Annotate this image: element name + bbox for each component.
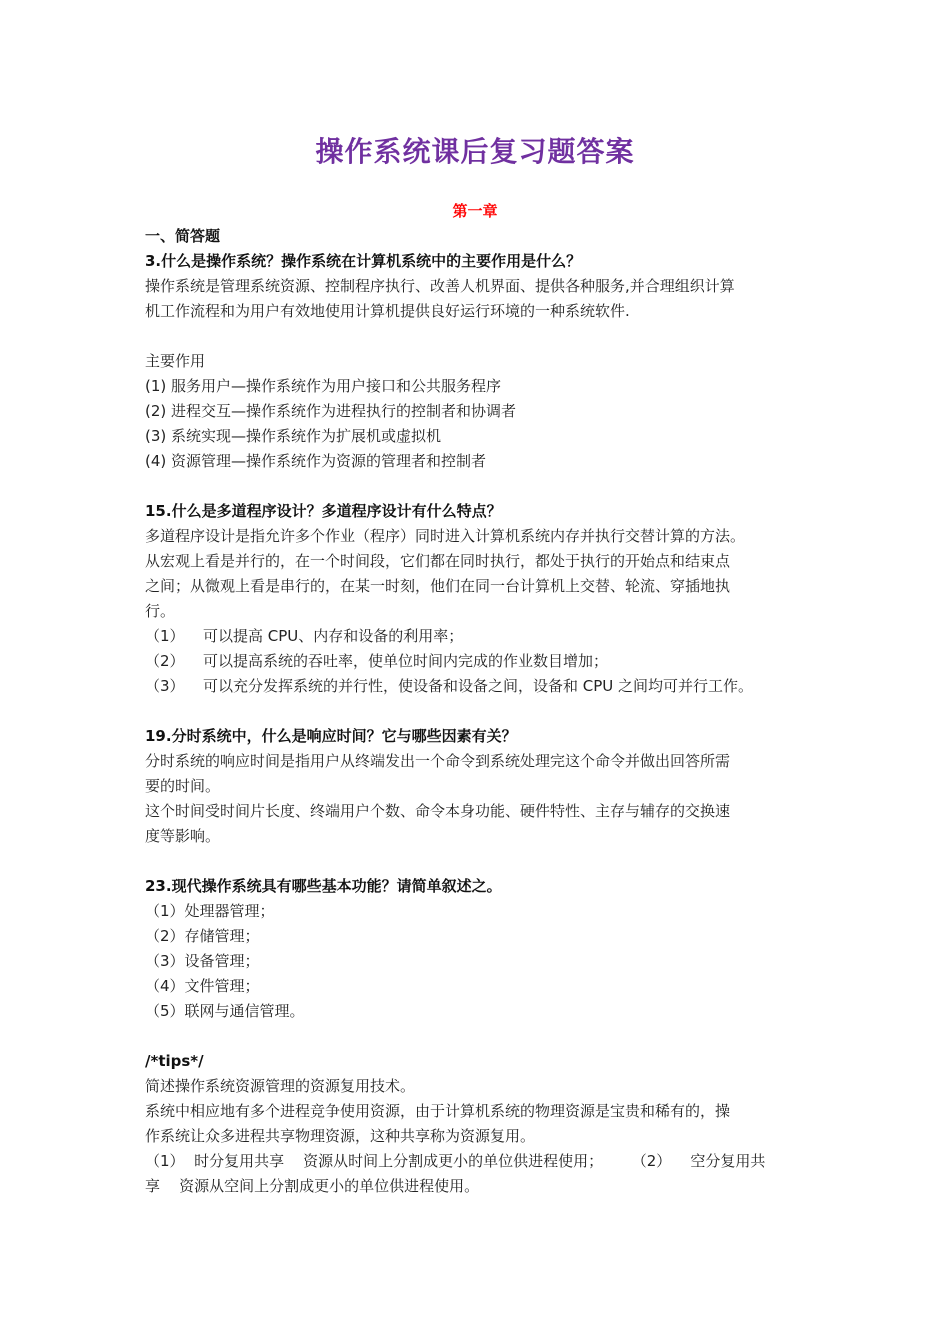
list-item: （2）存储管理； bbox=[145, 927, 260, 945]
spacer bbox=[145, 1024, 810, 1049]
answer-line: 要的时间。 bbox=[145, 777, 221, 795]
list-item: (4) 资源管理—操作系统作为资源的管理者和控制者 bbox=[145, 452, 487, 470]
tips-heading: /*tips*/ bbox=[145, 1052, 204, 1070]
list-item: (1) 服务用户—操作系统作为用户接口和公共服务程序 bbox=[145, 377, 502, 395]
spacer bbox=[145, 324, 810, 349]
list-text: 可以充分发挥系统的并行性，使设备和设备之间，设备和 CPU 之间均可并行工作。 bbox=[203, 677, 754, 695]
roles-heading: 主要作用 bbox=[145, 352, 206, 370]
tips-line: 享 资源从空间上分割成更小的单位供进程使用。 bbox=[145, 1177, 480, 1195]
list-item: （1）处理器管理； bbox=[145, 902, 275, 920]
answer-line: 操作系统是管理系统资源、控制程序执行、改善人机界面、提供各种服务,并合理组织计算 bbox=[145, 277, 735, 295]
list-text: 可以提高系统的吞吐率，使单位时间内完成的作业数目增加； bbox=[203, 652, 609, 670]
tips-line: 系统中相应地有多个进程竞争使用资源，由于计算机系统的物理资源是宝贵和稀有的，操 bbox=[145, 1102, 731, 1120]
list-item: （5）联网与通信管理。 bbox=[145, 1002, 305, 1020]
answer-line: 之间；从微观上看是串行的，在某一时刻，他们在同一台计算机上交替、轮流、穿插地执 bbox=[145, 577, 731, 595]
answer-line: 机工作流程和为用户有效地使用计算机提供良好运行环境的一种系统软件. bbox=[145, 302, 630, 320]
chapter-heading: 第一章 bbox=[452, 202, 498, 220]
list-item: (3) 系统实现—操作系统作为扩展机或虚拟机 bbox=[145, 427, 442, 445]
tips-line: 简述操作系统资源管理的资源复用技术。 bbox=[145, 1077, 416, 1095]
spacer bbox=[145, 699, 810, 724]
answer-line: 分时系统的响应时间是指用户从终端发出一个命令到系统处理完这个命令并做出回答所需 bbox=[145, 752, 731, 770]
list-item: (2) 进程交互—操作系统作为进程执行的控制者和协调者 bbox=[145, 402, 517, 420]
question-19: 19.分时系统中，什么是响应时间？它与哪些因素有关？ bbox=[145, 727, 517, 745]
spacer bbox=[145, 474, 810, 499]
list-number: （2） bbox=[145, 652, 185, 670]
list-item: （3）设备管理； bbox=[145, 952, 260, 970]
list-number: （3） bbox=[145, 677, 185, 695]
tips-line: （1） 时分复用共享 资源从时间上分割成更小的单位供进程使用； （2） 空分复用共 bbox=[145, 1152, 766, 1170]
question-15: 15.什么是多道程序设计？多道程序设计有什么特点？ bbox=[145, 502, 502, 520]
spacer bbox=[145, 849, 810, 874]
list-text: 可以提高 CPU、内存和设备的利用率； bbox=[203, 627, 464, 645]
answer-line: 这个时间受时间片长度、终端用户个数、命令本身功能、硬件特性、主存与辅存的交换速 bbox=[145, 802, 731, 820]
list-item bbox=[145, 674, 810, 699]
list-number: （1） bbox=[145, 627, 185, 645]
tips-line: 作系统让众多进程共享物理资源，这种共享称为资源复用。 bbox=[145, 1127, 536, 1145]
question-3: 3.什么是操作系统？操作系统在计算机系统中的主要作用是什么？ bbox=[145, 252, 582, 270]
list-item bbox=[145, 649, 810, 674]
document-title: 操作系统课后复习题答案 bbox=[315, 135, 635, 168]
answer-line: 多道程序设计是指允许多个作业（程序）同时进入计算机系统内存并执行交替计算的方法。 bbox=[145, 527, 746, 545]
list-item: （4）文件管理； bbox=[145, 977, 260, 995]
answer-line: 度等影响。 bbox=[145, 827, 221, 845]
list-item bbox=[145, 624, 810, 649]
document-body bbox=[145, 224, 810, 1199]
answer-line: 从宏观上看是并行的，在一个时间段，它们都在同时执行，都处于执行的开始点和结束点 bbox=[145, 552, 731, 570]
section-heading: 一、简答题 bbox=[145, 227, 221, 245]
question-23: 23.现代操作系统具有哪些基本功能？请简单叙述之。 bbox=[145, 877, 502, 895]
answer-line: 行。 bbox=[145, 602, 176, 620]
